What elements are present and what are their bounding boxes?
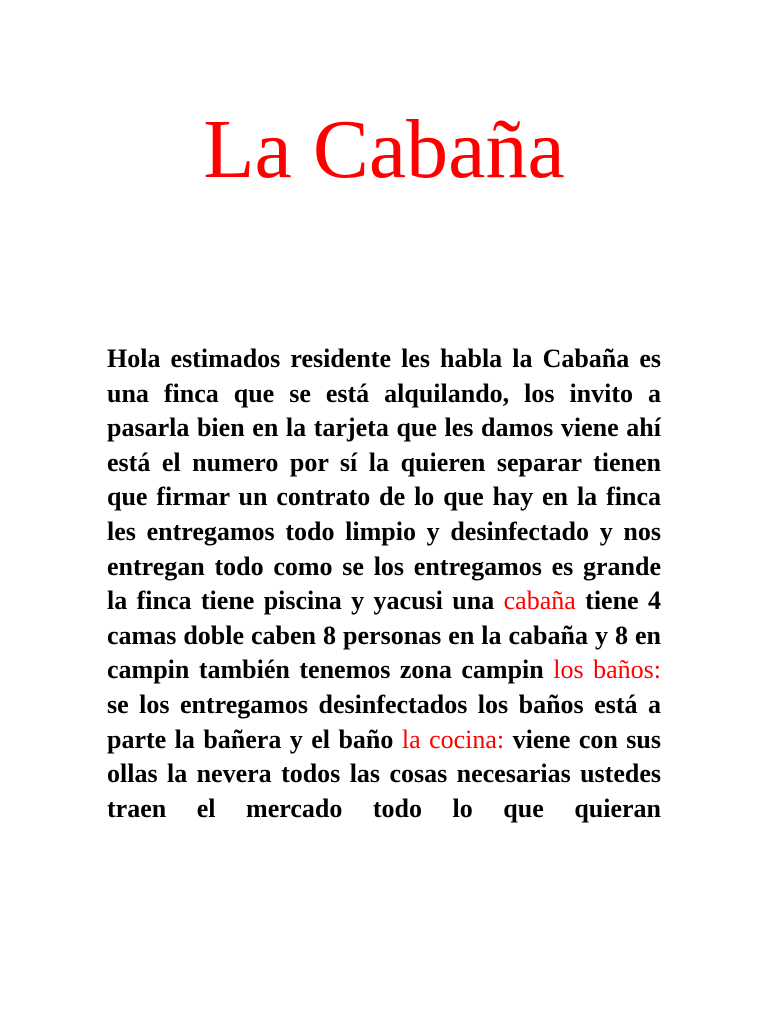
paragraph-text-1: Hola estimados residente les habla la Cabaña es una finca que se está alquilando, los invito a pasarla bien en la tarjeta que les damos viene ahí está el numero por sí la quieren separar tienen que firmar un contrato de lo que hay en la finca les entregamos todo limpio y desinfectado y nos entregan todo como se los entregamos es grande la finca tiene piscina y yacusi una [107, 344, 661, 616]
body-paragraph [107, 342, 661, 826]
paragraph-text-3: se los entregamos desinfectados los baños está a parte la bañera y el baño [107, 689, 661, 754]
highlight-cocina: la cocina: [401, 724, 505, 754]
page-title: La Cabaña [203, 103, 565, 196]
paragraph-text-2: tiene 4 camas doble caben 8 personas en la cabaña y 8 en campin también tenemos zona campin [107, 586, 661, 685]
highlight-cabana: cabaña [503, 586, 576, 616]
paragraph-text-4: viene con sus ollas la nevera todos las cosas necesarias ustedes traen el mercado todo lo que quieran [107, 724, 661, 823]
highlight-banos: los baños: [553, 655, 661, 685]
